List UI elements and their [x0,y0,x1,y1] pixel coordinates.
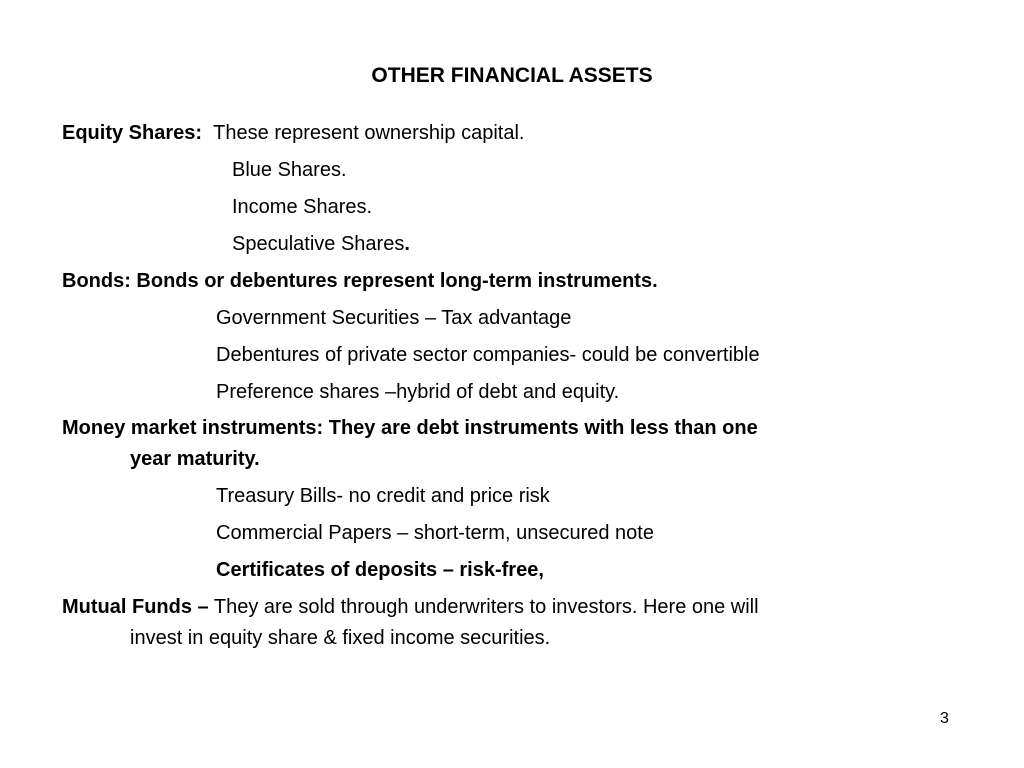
speculative-shares-text: Speculative Shares [232,233,405,255]
mutual-funds-text: They are sold through underwriters to investors. Here one will [213,596,759,618]
equity-item-income-shares: Income Shares. [232,196,373,218]
equity-item-blue-shares: Blue Shares. [232,159,347,181]
money-market-heading-continued: year maturity. [130,448,260,470]
bonds-item-government-securities: Government Securities – Tax advantage [216,307,572,329]
equity-shares-line [62,120,524,146]
mutual-funds-line [62,594,759,620]
bonds-item-preference-shares: Preference shares –hybrid of debt and equity. [216,381,620,403]
equity-shares-label: Equity Shares: [62,122,203,144]
money-market-item-treasury-bills: Treasury Bills- no credit and price risk [216,485,550,507]
page-number: 3 [940,710,949,727]
money-market-item-certificates-of-deposits: Certificates of deposits – risk-free, [216,559,544,581]
money-market-item-commercial-papers: Commercial Papers – short-term, unsecured note [216,522,654,544]
speculative-shares-period: . [404,233,410,255]
equity-item-speculative-shares [232,231,410,257]
equity-shares-text: These represent ownership capital. [213,122,525,144]
bonds-item-debentures: Debentures of private sector companies- could be convertible [216,344,760,366]
slide-title: OTHER FINANCIAL ASSETS [371,64,653,87]
mutual-funds-label: Mutual Funds – [62,596,209,618]
money-market-heading: Money market instruments: They are debt instruments with less than one [62,417,758,439]
mutual-funds-text-continued: invest in equity share & fixed income securities. [130,627,551,649]
bonds-heading: Bonds: Bonds or debentures represent long-term instruments. [62,270,658,292]
